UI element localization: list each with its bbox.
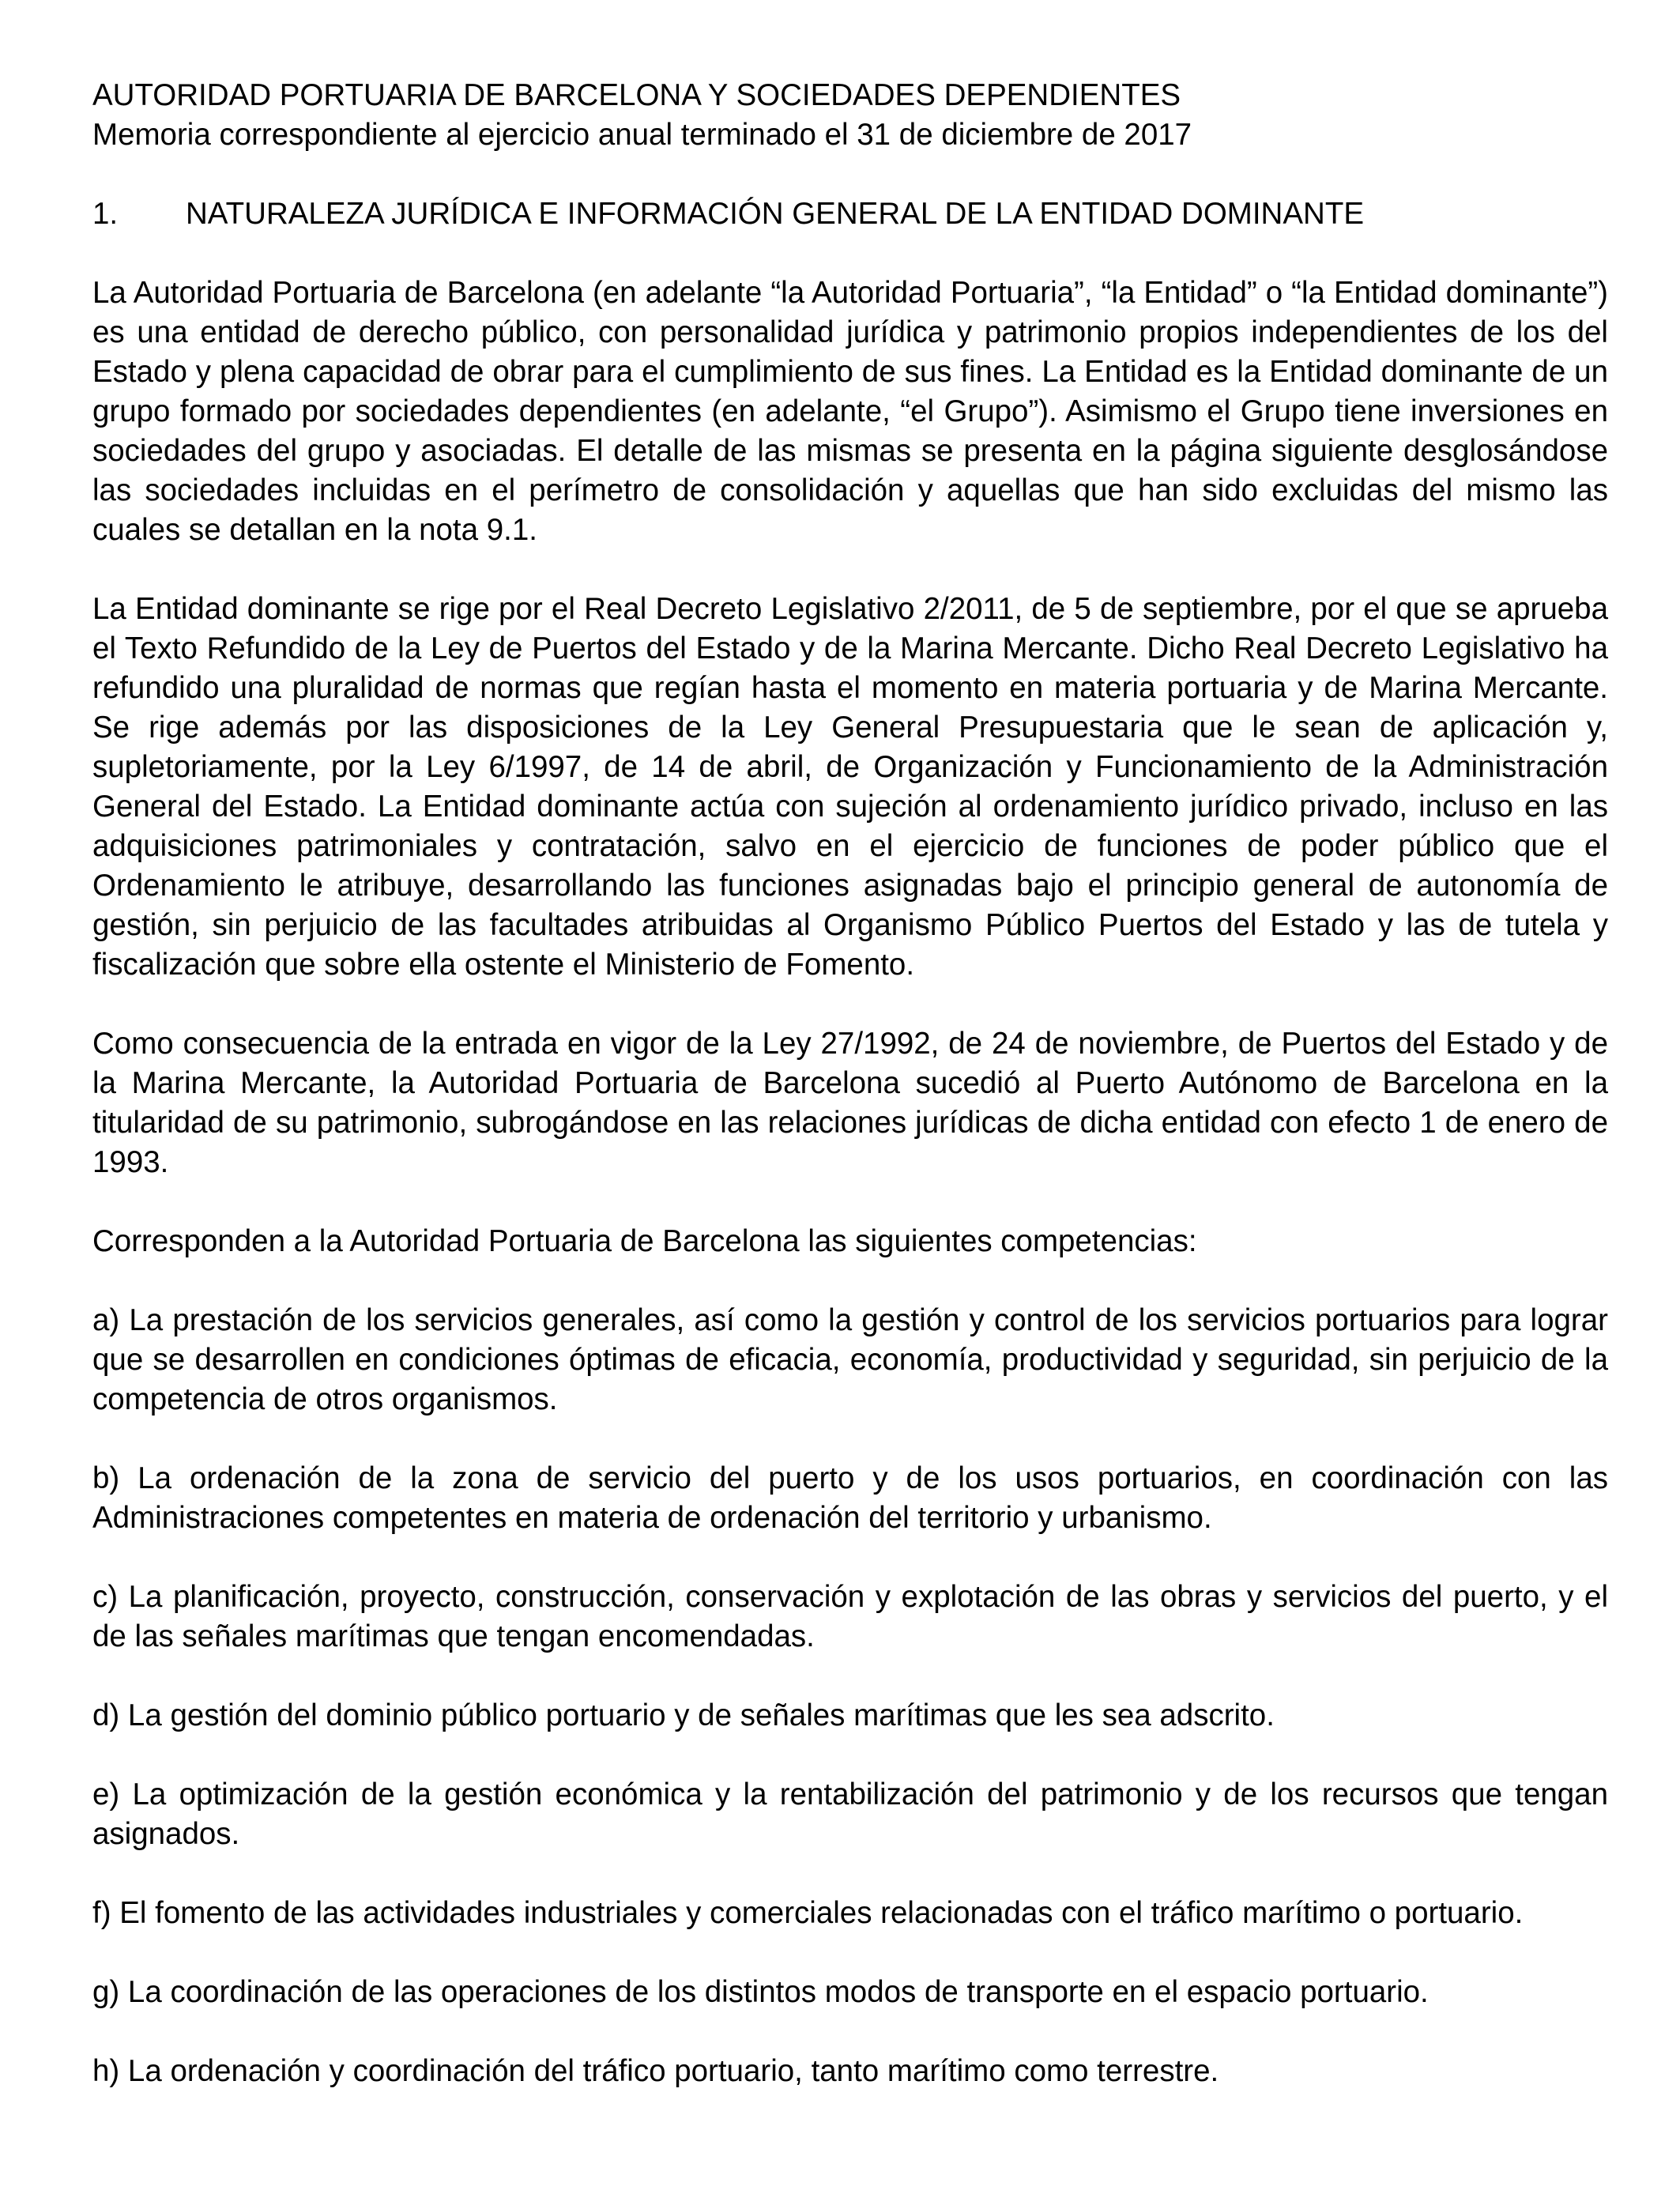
paragraph-legal-nature: La Autoridad Portuaria de Barcelona (en adelante “la Autoridad Portuaria”, “la Entidad” o “la Entidad dominante”) es una entidad de derecho público, con personalidad jurídica y patrimonio propios independientes de los del Estado y plena capacidad de obrar para el cumplimiento de sus fines. La Entidad es la Entidad dominante de un grupo formado por sociedades dependientes (en adelante, “el Grupo”). Asimismo el Grupo tiene inversiones en sociedades del grupo y asociadas. El detalle de las mismas se presenta en la página siguiente desglosándose las sociedades incluidas en el perímetro de consolidación y aquellas que han sido excluidas del mismo las cuales se detallan en la nota 9.1. (92, 276, 1608, 547)
section-heading (92, 194, 1608, 234)
list-item-competencia-a: a) La prestación de los servicios generales, así como la gestión y control de los servicios portuarios para lograr que se desarrollen en condiciones óptimas de eficacia, economía, productividad y seguridad, sin perjuicio de la competencia de otros organismos. (92, 1303, 1608, 1416)
document-page (92, 76, 1608, 2091)
document-header-title: AUTORIDAD PORTUARIA DE BARCELONA Y SOCIEDADES DEPENDIENTES (92, 78, 1181, 112)
list-item-competencia-g: g) La coordinación de las operaciones de los distintos modos de transporte en el espacio portuario. (92, 1975, 1429, 2009)
list-item-competencia-e: e) La optimización de la gestión económica y la rentabilización del patrimonio y de los recursos que tengan asignados. (92, 1777, 1608, 1851)
list-item-competencia-b: b) La ordenación de la zona de servicio del puerto y de los usos portuarios, en coordinación con las Administraciones competentes en materia de ordenación del territorio y urbanismo. (92, 1461, 1608, 1535)
list-item-competencia-d: d) La gestión del dominio público portuario y de señales marítimas que les sea adscrito. (92, 1698, 1275, 1732)
section-title: NATURALEZA JURÍDICA E INFORMACIÓN GENERAL DE LA ENTIDAD DOMINANTE (186, 197, 1365, 231)
paragraph-competencias-intro: Corresponden a la Autoridad Portuaria de Barcelona las siguientes competencias: (92, 1224, 1197, 1258)
paragraph-succession: Como consecuencia de la entrada en vigor de la Ley 27/1992, de 24 de noviembre, de Puertos del Estado y de la Marina Mercante, la Autoridad Portuaria de Barcelona sucedió al Puerto Autónomo de Barcelona en la titularidad de su patrimonio, subrogándose en las relaciones jurídicas de dicha entidad con efecto 1 de enero de 1993. (92, 1027, 1608, 1179)
list-item-competencia-c: c) La planificación, proyecto, construcción, conservación y explotación de las obras y servicios del puerto, y el de las señales marítimas que tengan encomendadas. (92, 1580, 1608, 1653)
paragraph-regulation: La Entidad dominante se rige por el Real Decreto Legislativo 2/2011, de 5 de septiembre, por el que se aprueba el Texto Refundido de la Ley de Puertos del Estado y de la Marina Mercante. Dicho Real Decreto Legislativo ha refundido una pluralidad de normas que regían hasta el momento en materia portuaria y de Marina Mercante. Se rige además por las disposiciones de la Ley General Presupuestaria que le sean de aplicación y, supletoriamente, por la Ley 6/1997, de 14 de abril, de Organización y Funcionamiento de la Administración General del Estado. La Entidad dominante actúa con sujeción al ordenamiento jurídico privado, incluso en las adquisiciones patrimoniales y contratación, salvo en el ejercicio de funciones de poder público que el Ordenamiento le atribuye, desarrollando las funciones asignadas bajo el principio general de autonomía de gestión, sin perjuicio de las facultades atribuidas al Organismo Público Puertos del Estado y las de tutela y fiscalización que sobre ella ostente el Ministerio de Fomento. (92, 592, 1608, 982)
section-number: 1. (92, 197, 119, 231)
list-item-competencia-h: h) La ordenación y coordinación del tráfico portuario, tanto marítimo como terrestre. (92, 2054, 1219, 2088)
list-item-competencia-f: f) El fomento de las actividades industriales y comerciales relacionadas con el tráfico marítimo o portuario. (92, 1896, 1524, 1930)
document-header-subtitle: Memoria correspondiente al ejercicio anual terminado el 31 de diciembre de 2017 (92, 118, 1192, 152)
